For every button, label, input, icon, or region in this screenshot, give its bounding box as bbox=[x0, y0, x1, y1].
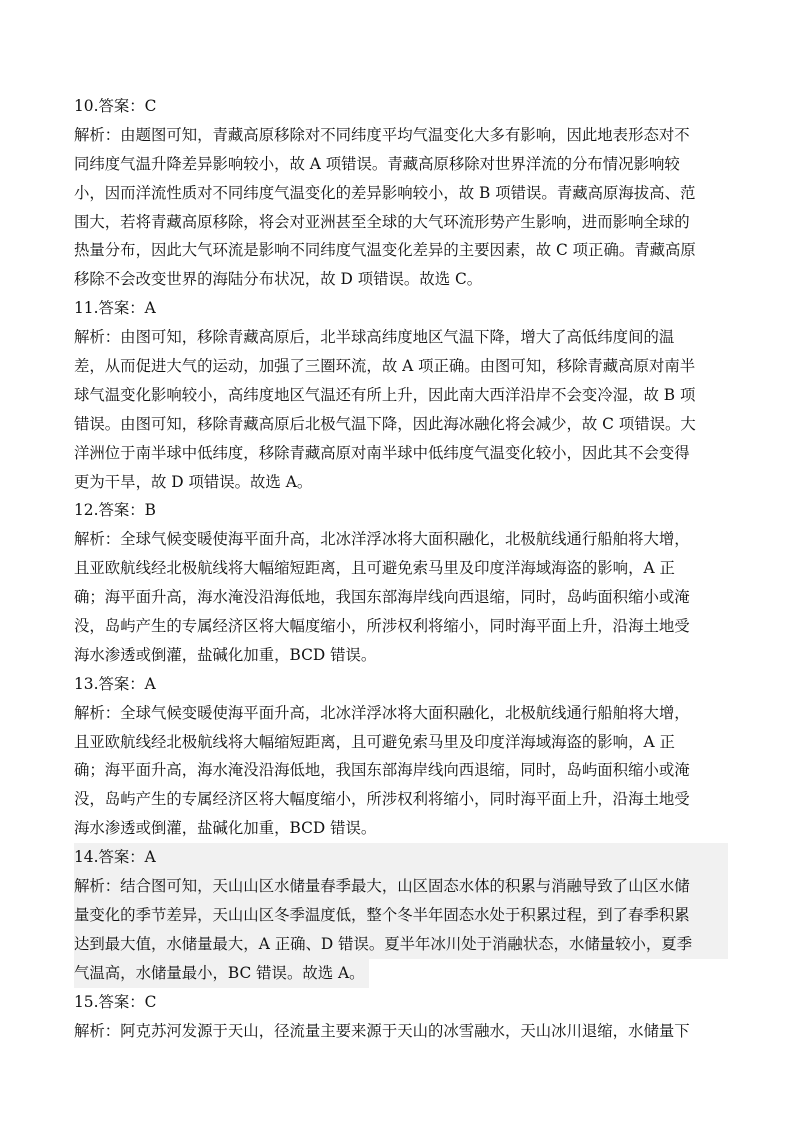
answer-label-11: 11.答案：A bbox=[74, 299, 156, 318]
analysis-line: 热量分布，因此大气环流是影响不同纬度气温变化差异的主要因素，故 C 项正确。青藏高原 bbox=[74, 241, 696, 260]
answer-label-14: 14.答案：A bbox=[74, 843, 728, 872]
answer-label-15: 15.答案：C bbox=[74, 992, 157, 1011]
analysis-line: 小，因而洋流性质对不同纬度气温变化的差异影响较小，故 B 项错误。青藏高原海拔高、范 bbox=[74, 183, 696, 202]
answer-label-12: 12.答案：B bbox=[74, 501, 156, 520]
analysis-line-wrapper bbox=[74, 959, 726, 988]
analysis-line: 球气温变化影响较小，高纬度地区气温还有所上升，因此南大西洋沿岸不会变冷湿，故 B 项 bbox=[74, 385, 696, 404]
analysis-line: 海水渗透或倒灌，盐碱化加重，BCD 错误。 bbox=[74, 645, 377, 664]
analysis-line: 解析：结合图可知，天山山区水储量春季最大，山区固态水体的积累与消融导致了山区水储 bbox=[74, 872, 728, 901]
analysis-line: 移除不会改变世界的海陆分布状况，故 D 项错误。故选 C。 bbox=[74, 270, 483, 289]
analysis-line: 没，岛屿产生的专属经济区将大幅度缩小，所涉权利将缩小，同时海平面上升，沿海土地受 bbox=[74, 617, 690, 636]
analysis-line: 没，岛屿产生的专属经济区将大幅度缩小，所涉权利将缩小，同时海平面上升，沿海土地受 bbox=[74, 790, 690, 809]
analysis-line: 达到最大值，水储量最大，A 正确、D 错误。夏半年冰川处于消融状态，水储量较小，夏季 bbox=[74, 930, 728, 959]
analysis-line: 且亚欧航线经北极航线将大幅缩短距离，且可避免索马里及印度洋海域海盗的影响，A 正 bbox=[74, 559, 675, 578]
analysis-line: 洋洲位于南半球中低纬度，移除青藏高原对南半球中低纬度气温变化较小，因此其不会变得 bbox=[74, 443, 690, 462]
analysis-line: 解析：全球气候变暖使海平面升高，北冰洋浮冰将大面积融化，北极航线通行船舶将大增， bbox=[74, 530, 690, 549]
analysis-line: 解析：由图可知，移除青藏高原后，北半球高纬度地区气温下降，增大了高低纬度间的温 bbox=[74, 328, 675, 347]
answer-label-13: 13.答案：A bbox=[74, 674, 156, 693]
analysis-line: 同纬度气温升降差异影响较小，故 A 项错误。青藏高原移除对世界洋流的分布情况影响较 bbox=[74, 154, 680, 173]
analysis-line: 围大，若将青藏高原移除，将会对亚洲甚至全球的大气环流形势产生影响，进而影响全球的 bbox=[74, 212, 690, 231]
answer-label-10: 10.答案：C bbox=[74, 97, 157, 115]
analysis-line: 错误。由图可知，移除青藏高原后北极气温下降，因此海冰融化将会减少，故 C 项错误。大 bbox=[74, 414, 696, 433]
analysis-line: 海水渗透或倒灌，盐碱化加重，BCD 错误。 bbox=[74, 819, 377, 838]
analysis-line: 解析：全球气候变暖使海平面升高，北冰洋浮冰将大面积融化，北极航线通行船舶将大增， bbox=[74, 703, 690, 722]
analysis-line: 差，从而促进大气的运动，加强了三圈环流，故 A 项正确。由图可知，移除青藏高原对南半 bbox=[74, 357, 696, 376]
analysis-line: 气温高，水储量最小，BC 错误。故选 A。 bbox=[74, 959, 369, 988]
analysis-line: 更为干旱，故 D 项错误。故选 A。 bbox=[74, 472, 313, 491]
analysis-line: 确；海平面升高，海水淹没沿海低地，我国东部海岸线向西退缩，同时，岛屿面积缩小或淹 bbox=[74, 588, 690, 607]
analysis-line: 解析：由题图可知，青藏高原移除对不同纬度平均气温变化大多有影响，因此地表形态对不 bbox=[74, 125, 690, 144]
analysis-line: 量变化的季节差异，天山山区冬季温度低，整个冬半年固态水处于积累过程，到了春季积累 bbox=[74, 901, 728, 930]
answer-analysis-content bbox=[74, 92, 726, 1045]
analysis-line: 确；海平面升高，海水淹没沿海低地，我国东部海岸线向西退缩，同时，岛屿面积缩小或淹 bbox=[74, 761, 690, 780]
analysis-line: 解析：阿克苏河发源于天山，径流量主要来源于天山的冰雪融水，天山冰川退缩，水储量下 bbox=[74, 1021, 690, 1040]
analysis-line: 且亚欧航线经北极航线将大幅缩短距离，且可避免索马里及印度洋海域海盗的影响，A 正 bbox=[74, 732, 675, 751]
